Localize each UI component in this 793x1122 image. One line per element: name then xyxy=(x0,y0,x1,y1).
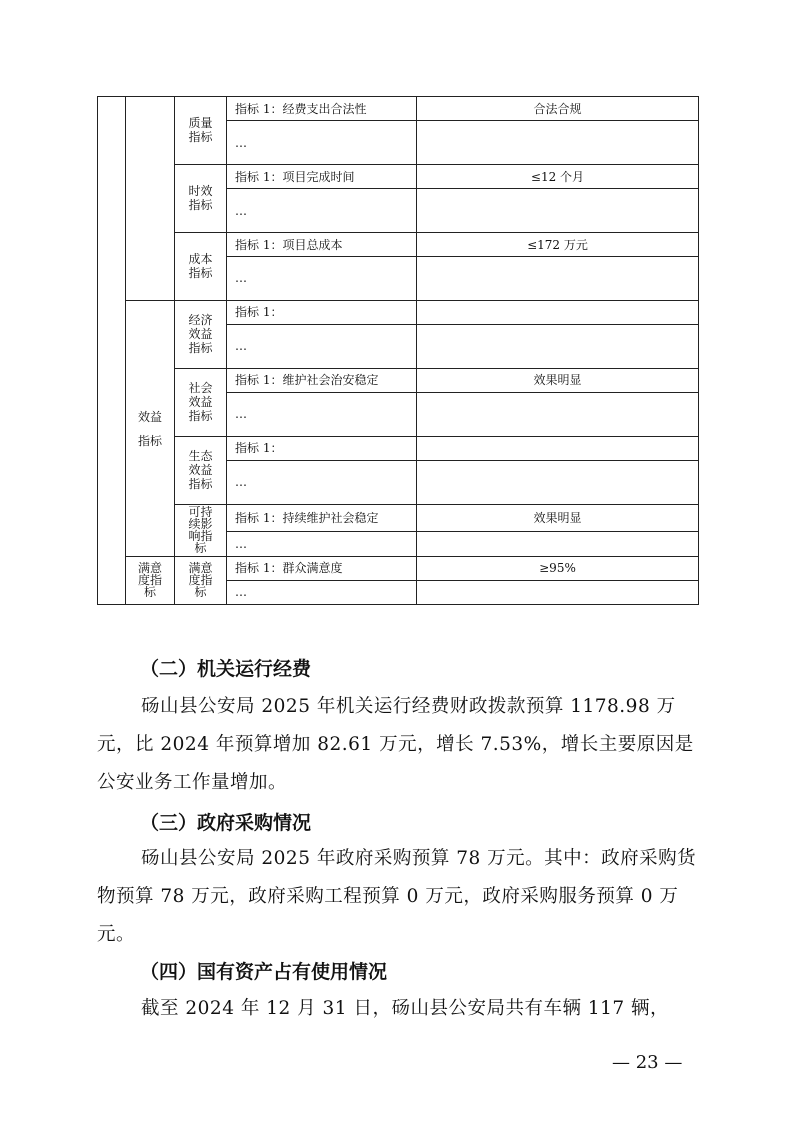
row-value: ≥95% xyxy=(417,557,699,580)
group-social: 社会效益指标 xyxy=(175,368,227,436)
section-heading: （四）国有资产占有使用情况 xyxy=(140,961,388,983)
row-label: 指标 1： xyxy=(227,300,417,324)
row-label: … xyxy=(227,189,417,233)
row-label: 指标 1：项目完成时间 xyxy=(227,164,417,188)
row-value: 合法合规 xyxy=(417,97,699,121)
row-label: … xyxy=(227,325,417,369)
row-value xyxy=(417,189,699,233)
row-label: … xyxy=(227,531,417,556)
row-value xyxy=(417,257,699,301)
row-label: 指标 1： xyxy=(227,436,417,460)
row-label: 指标 1：持续维护社会稳定 xyxy=(227,504,417,531)
category-benefit: 效益指标 xyxy=(126,300,175,556)
group-time: 时效指标 xyxy=(175,164,227,232)
row-label: 指标 1：群众满意度 xyxy=(227,557,417,580)
row-label: 指标 1：项目总成本 xyxy=(227,232,417,256)
row-label: … xyxy=(227,257,417,301)
row-value xyxy=(417,460,699,504)
row-value: 效果明显 xyxy=(417,504,699,531)
row-label: … xyxy=(227,121,417,165)
group-satisfaction: 满意度指标 xyxy=(175,557,227,605)
row-value xyxy=(417,121,699,165)
page-number: — 23 — xyxy=(612,1052,683,1073)
row-value xyxy=(417,580,699,604)
row-value xyxy=(417,531,699,556)
category-satisfaction: 满意度指标 xyxy=(126,557,175,605)
row-label: … xyxy=(227,580,417,604)
row-value xyxy=(417,393,699,437)
section-heading: （三）政府采购情况 xyxy=(140,812,312,834)
row-value xyxy=(417,300,699,324)
group-ecological: 生态效益指标 xyxy=(175,436,227,504)
section-paragraph: 砀山县公安局 2025 年政府采购预算 78 万元。其中：政府采购货物预算 78 万元，政府采购工程预算 0 万元，政府采购服务预算 0 万元。 xyxy=(97,848,697,945)
section-heading: （二）机关运行经费 xyxy=(140,658,312,680)
performance-indicator-table xyxy=(97,96,699,605)
section-paragraph: 截至 2024 年 12 月 31 日，砀山县公安局共有车辆 117 辆， xyxy=(141,998,670,1019)
blank-col xyxy=(98,97,126,605)
row-value: 效果明显 xyxy=(417,368,699,392)
group-sustainable: 可持续影响指标 xyxy=(175,504,227,557)
section-paragraph: 砀山县公安局 2025 年机关运行经费财政拨款预算 1178.98 万元，比 2024 年预算增加 82.61 万元，增长 7.53%，增长主要原因是公安业务工作量增加。 xyxy=(97,696,694,793)
row-value xyxy=(417,325,699,369)
group-economic: 经济效益指标 xyxy=(175,300,227,368)
row-value: ≤12 个月 xyxy=(417,164,699,188)
output-category xyxy=(126,97,175,301)
row-value: ≤172 万元 xyxy=(417,232,699,256)
row-label: 指标 1：经费支出合法性 xyxy=(227,97,417,121)
group-quality: 质量指标 xyxy=(175,97,227,165)
row-label: … xyxy=(227,393,417,437)
row-label: … xyxy=(227,460,417,504)
row-label: 指标 1：维护社会治安稳定 xyxy=(227,368,417,392)
group-cost: 成本指标 xyxy=(175,232,227,300)
row-value xyxy=(417,436,699,460)
